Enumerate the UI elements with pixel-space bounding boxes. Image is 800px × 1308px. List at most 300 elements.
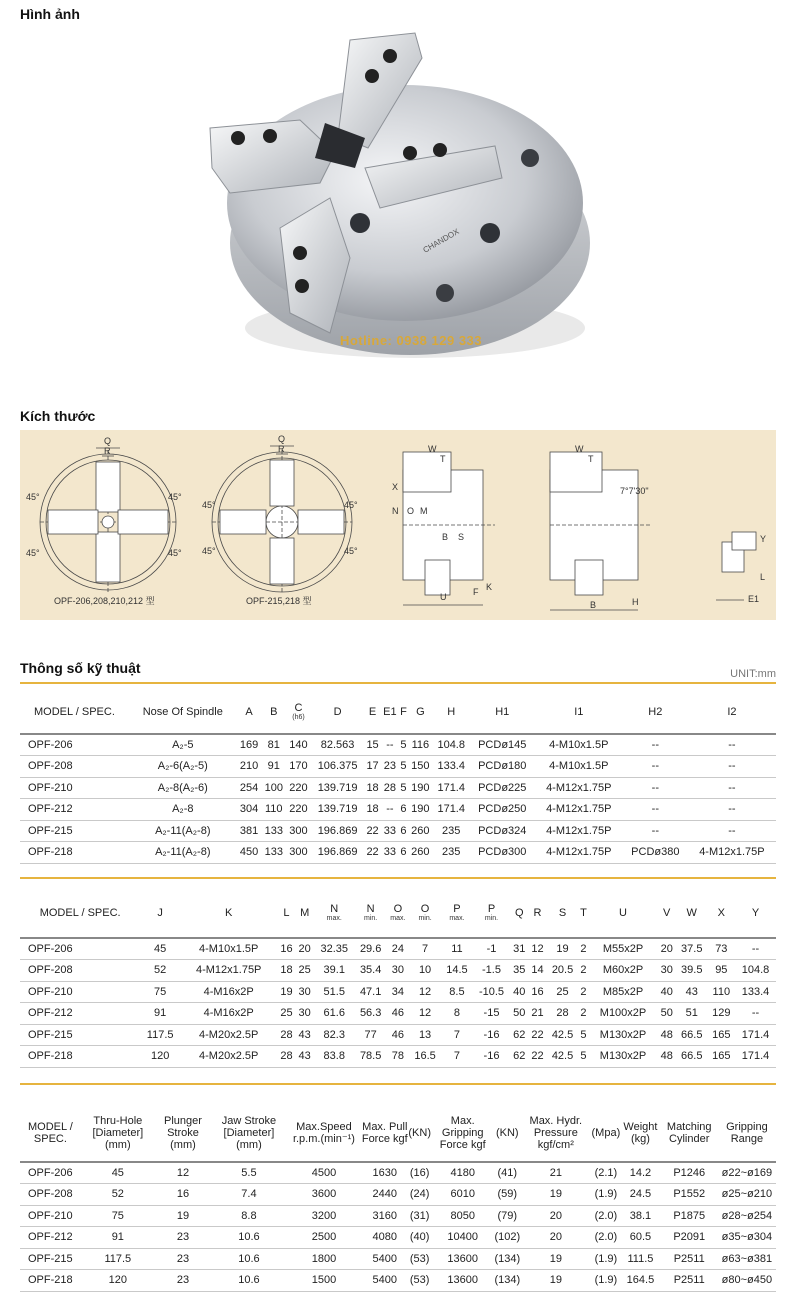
table-cell: M100x2P	[588, 1003, 657, 1025]
table-cell: 3160	[361, 1205, 408, 1227]
table-cell: A₂-5	[129, 734, 237, 756]
table-cell: 23	[155, 1248, 211, 1270]
table-cell: 18	[364, 799, 380, 821]
table-cell: 10	[409, 960, 441, 982]
table-cell: (53)	[408, 1270, 431, 1292]
table-row	[20, 1162, 776, 1184]
table-cell: 21	[520, 1162, 591, 1184]
model-cell: OPF-215	[20, 1248, 81, 1270]
table-cell: 260	[408, 820, 433, 842]
table-cell: 62	[510, 1046, 528, 1068]
model-cell: OPF-208	[20, 960, 140, 982]
table-cell: 14.5	[441, 960, 473, 982]
dimension-drawings	[20, 430, 776, 620]
table-cell: M85x2P	[588, 981, 657, 1003]
dim-letter: W	[428, 444, 437, 454]
table-cell: 196.869	[311, 820, 365, 842]
model-cell: OPF-212	[20, 1003, 140, 1025]
technical-drawing	[20, 430, 776, 620]
table-cell: 16	[155, 1184, 211, 1206]
table-row	[20, 1270, 776, 1292]
table-cell: 33	[381, 820, 399, 842]
table-cell: 20	[520, 1227, 591, 1249]
table-cell: -10.5	[473, 981, 510, 1003]
table-divider	[20, 877, 776, 879]
table-cell: 5	[578, 1046, 588, 1068]
model-cell: OPF-210	[20, 981, 140, 1003]
dim-letter: U	[440, 592, 447, 602]
table-cell: 1500	[287, 1270, 361, 1292]
table-cell: PCDø380	[623, 842, 688, 864]
table-cell: PCDø300	[470, 842, 535, 864]
dim-letter: Y	[760, 534, 767, 544]
table-cell: 4-M10x1.5P	[535, 734, 623, 756]
spec-table-performance	[20, 1104, 776, 1292]
table-cell: (2.0)	[592, 1205, 621, 1227]
column-header: E1	[381, 690, 399, 734]
table-cell: 60.5	[620, 1227, 660, 1249]
table-cell: 52	[140, 960, 180, 982]
column-header: L	[277, 888, 295, 938]
table-cell: 16	[277, 938, 295, 960]
table-cell: 37.5	[676, 938, 708, 960]
column-header: Matching Cylinder	[661, 1104, 718, 1162]
table-cell: 150	[408, 756, 433, 778]
table-cell: 12	[528, 938, 546, 960]
table-cell: 4-M12x1.75P	[535, 777, 623, 799]
table-cell: 14.2	[620, 1162, 660, 1184]
table-cell: 4-M12x1.75P	[180, 960, 277, 982]
table-cell: 7	[441, 1024, 473, 1046]
table-cell: --	[735, 938, 776, 960]
column-header: O min.	[409, 888, 441, 938]
table-cell: PCDø225	[470, 777, 535, 799]
table-cell: 4-M20x2.5P	[180, 1024, 277, 1046]
table-cell: (1.9)	[592, 1270, 621, 1292]
table-cell: 25	[547, 981, 579, 1003]
table-cell: 30	[296, 981, 314, 1003]
table-cell: 139.719	[311, 799, 365, 821]
table-cell: 140	[286, 734, 311, 756]
model-cell: OPF-218	[20, 1270, 81, 1292]
table-cell: (31)	[408, 1205, 431, 1227]
table-cell: 171.4	[735, 1046, 776, 1068]
table-cell: --	[688, 756, 776, 778]
table-row	[20, 1003, 776, 1025]
table-cell: --	[623, 734, 688, 756]
column-header: J	[140, 888, 180, 938]
table-divider	[20, 682, 776, 684]
table-cell: 171.4	[433, 777, 470, 799]
table-cell: 30	[658, 960, 676, 982]
chuck-photo	[190, 28, 630, 378]
table-row	[20, 1046, 776, 1068]
angle-label: 45°	[168, 492, 182, 502]
table-cell: 8.5	[441, 981, 473, 1003]
column-header: D	[311, 690, 365, 734]
table-cell: 18	[277, 960, 295, 982]
dim-letter: T	[440, 454, 446, 464]
table-cell: --	[688, 799, 776, 821]
table-cell: 196.869	[311, 842, 365, 864]
table-cell: 23	[155, 1227, 211, 1249]
model-cell: OPF-218	[20, 842, 129, 864]
table-cell: 12	[409, 981, 441, 1003]
table-cell: P2511	[661, 1248, 718, 1270]
table-cell: 22	[528, 1024, 546, 1046]
column-header: MODEL / SPEC.	[20, 1104, 81, 1162]
table-cell: 39.5	[676, 960, 708, 982]
table-cell: 24.5	[620, 1184, 660, 1206]
table-cell: 4-M12x1.75P	[535, 820, 623, 842]
table-cell: 164.5	[620, 1270, 660, 1292]
table-cell: 77	[355, 1024, 387, 1046]
table-cell: PCDø250	[470, 799, 535, 821]
table-cell: 304	[237, 799, 262, 821]
table-cell: 4-M10x1.5P	[535, 756, 623, 778]
table-cell: (1.9)	[592, 1184, 621, 1206]
table-cell: P1552	[661, 1184, 718, 1206]
table-cell: --	[623, 799, 688, 821]
table-cell: 24	[387, 938, 410, 960]
table-cell: 13600	[431, 1270, 494, 1292]
column-header: (Mpa)	[592, 1104, 621, 1162]
table-cell: 5.5	[211, 1162, 287, 1184]
table-cell: 48	[658, 1046, 676, 1068]
table-row	[20, 1024, 776, 1046]
table-cell: 4-M16x2P	[180, 1003, 277, 1025]
table-cell: 4180	[431, 1162, 494, 1184]
table-cell: 260	[408, 842, 433, 864]
angle-label: 45°	[344, 500, 358, 510]
table-cell: 78	[387, 1046, 410, 1068]
table-cell: 3600	[287, 1184, 361, 1206]
table-cell: 43	[296, 1046, 314, 1068]
table-cell: 4-M12x1.75P	[688, 842, 776, 864]
table-cell: 43	[296, 1024, 314, 1046]
table-cell: 22	[528, 1046, 546, 1068]
column-header: X	[708, 888, 735, 938]
model-cell: OPF-210	[20, 1205, 81, 1227]
table-cell: PCDø180	[470, 756, 535, 778]
table-cell: (2.1)	[592, 1162, 621, 1184]
table-cell: 82.3	[314, 1024, 355, 1046]
table-cell: ø80~ø450	[718, 1270, 776, 1292]
table-cell: M130x2P	[588, 1046, 657, 1068]
table-cell: 23	[155, 1270, 211, 1292]
column-header: A	[237, 690, 262, 734]
column-header: H1	[470, 690, 535, 734]
table-cell: 169	[237, 734, 262, 756]
table-cell: 6010	[431, 1184, 494, 1206]
table-cell: 120	[81, 1270, 155, 1292]
table-cell: --	[688, 820, 776, 842]
drawing-caption: OPF-206,208,210,212 型	[54, 596, 155, 606]
column-header: Max.Speed r.p.m.(min⁻¹)	[287, 1104, 361, 1162]
table-cell: 106.375	[311, 756, 365, 778]
taper-angle-label: 7°7'30"	[620, 486, 649, 496]
table-row	[20, 1227, 776, 1249]
table-cell: 100	[261, 777, 286, 799]
column-header: V	[658, 888, 676, 938]
table-cell: -1	[473, 938, 510, 960]
table-cell: 47.1	[355, 981, 387, 1003]
table-row	[20, 799, 776, 821]
table-cell: --	[735, 1003, 776, 1025]
table-cell: 19	[520, 1184, 591, 1206]
table-cell: 6	[399, 799, 408, 821]
table-cell: P1246	[661, 1162, 718, 1184]
dim-letter: R	[278, 444, 285, 454]
table-cell: 110	[261, 799, 286, 821]
table-cell: 13600	[431, 1248, 494, 1270]
section-title-dimensions: Kích thước	[20, 408, 96, 424]
model-cell: OPF-208	[20, 1184, 81, 1206]
table-cell: 75	[140, 981, 180, 1003]
dim-letter: K	[486, 582, 493, 592]
table-cell: 20	[296, 938, 314, 960]
table-cell: 170	[286, 756, 311, 778]
table-cell: 7	[441, 1046, 473, 1068]
table-cell: 5	[399, 734, 408, 756]
column-header: I1	[535, 690, 623, 734]
model-cell: OPF-208	[20, 756, 129, 778]
table-cell: 19	[520, 1248, 591, 1270]
model-cell: OPF-218	[20, 1046, 140, 1068]
table-cell: 165	[708, 1046, 735, 1068]
table-cell: 52	[81, 1184, 155, 1206]
brand-engraving: CHANDOX	[421, 226, 461, 255]
column-header: U	[588, 888, 657, 938]
table-cell: 12	[409, 1003, 441, 1025]
table-cell: 7	[409, 938, 441, 960]
table-cell: 20	[658, 938, 676, 960]
table-cell: 235	[433, 820, 470, 842]
dim-letter: F	[473, 587, 479, 597]
column-header: C (h6)	[286, 690, 311, 734]
table-cell: (79)	[494, 1205, 520, 1227]
table-cell: 91	[140, 1003, 180, 1025]
table-cell: 19	[277, 981, 295, 1003]
table-row	[20, 820, 776, 842]
table-cell: (24)	[408, 1184, 431, 1206]
table-row	[20, 938, 776, 960]
hotline-watermark: Hotline: 0938 129 333	[340, 333, 483, 348]
column-header: H2	[623, 690, 688, 734]
column-header: (KN)	[408, 1104, 431, 1162]
column-header: Max. Hydr. Pressure kgf/cm²	[520, 1104, 591, 1162]
column-header: Max. Pull Force kgf	[361, 1104, 408, 1162]
table-cell: 190	[408, 777, 433, 799]
column-header: K	[180, 888, 277, 938]
angle-label: 45°	[26, 492, 40, 502]
table-cell: P2511	[661, 1270, 718, 1292]
table-cell: 8.8	[211, 1205, 287, 1227]
table-cell: 78.5	[355, 1046, 387, 1068]
column-header: M	[296, 888, 314, 938]
table-cell: 66.5	[676, 1024, 708, 1046]
column-header: MODEL / SPEC.	[20, 690, 129, 734]
table-cell: M55x2P	[588, 938, 657, 960]
column-header: N min.	[355, 888, 387, 938]
dim-letter: B	[442, 532, 449, 542]
table-cell: (53)	[408, 1248, 431, 1270]
table-cell: 120	[140, 1046, 180, 1068]
table-cell: 2440	[361, 1184, 408, 1206]
table-cell: (102)	[494, 1227, 520, 1249]
table-cell: 29.6	[355, 938, 387, 960]
table-cell: A₂-11(A₂-8)	[129, 842, 237, 864]
table-cell: 45	[81, 1162, 155, 1184]
table-row	[20, 777, 776, 799]
table-cell: 28	[381, 777, 399, 799]
table-cell: 8050	[431, 1205, 494, 1227]
table-cell: 129	[708, 1003, 735, 1025]
dim-letter: L	[760, 572, 766, 582]
table-cell: 38.1	[620, 1205, 660, 1227]
table-cell: 117.5	[81, 1248, 155, 1270]
table-cell: 4-M12x1.75P	[535, 799, 623, 821]
table-cell: 12	[155, 1162, 211, 1184]
table-cell: 30	[387, 960, 410, 982]
table-cell: --	[381, 734, 399, 756]
table-cell: 116	[408, 734, 433, 756]
column-header: S	[547, 888, 579, 938]
unit-label: UNIT:mm	[730, 668, 776, 680]
table-cell: 18	[364, 777, 380, 799]
table-cell: 220	[286, 777, 311, 799]
table-cell: --	[623, 820, 688, 842]
table-cell: 111.5	[620, 1248, 660, 1270]
table-cell: M60x2P	[588, 960, 657, 982]
angle-label: 45°	[344, 546, 358, 556]
dim-letter: Q	[104, 436, 112, 446]
table-cell: 66.5	[676, 1046, 708, 1068]
table-row	[20, 1184, 776, 1206]
table-row	[20, 981, 776, 1003]
table-cell: 17	[364, 756, 380, 778]
table-cell: 6	[399, 820, 408, 842]
table-cell: 110	[708, 981, 735, 1003]
table-cell: 133.4	[735, 981, 776, 1003]
table-row	[20, 1248, 776, 1270]
table-cell: --	[623, 756, 688, 778]
table-cell: P1875	[661, 1205, 718, 1227]
column-header: W	[676, 888, 708, 938]
table-cell: 117.5	[140, 1024, 180, 1046]
model-cell: OPF-210	[20, 777, 129, 799]
table-cell: 235	[433, 842, 470, 864]
table-cell: 91	[261, 756, 286, 778]
column-header: R	[528, 888, 546, 938]
table-cell: 171.4	[735, 1024, 776, 1046]
table-cell: 210	[237, 756, 262, 778]
table-cell: 10.6	[211, 1248, 287, 1270]
table-cell: 4-M10x1.5P	[180, 938, 277, 960]
dim-letter: W	[575, 444, 584, 454]
table-cell: 5	[578, 1024, 588, 1046]
table-cell: 5	[399, 777, 408, 799]
table-cell: 40	[510, 981, 528, 1003]
angle-label: 45°	[26, 548, 40, 558]
table-cell: (134)	[494, 1248, 520, 1270]
table-cell: 91	[81, 1227, 155, 1249]
column-header: O max.	[387, 888, 410, 938]
model-cell: OPF-206	[20, 938, 140, 960]
table-cell: 300	[286, 820, 311, 842]
column-header: P min.	[473, 888, 510, 938]
table-cell: ø22~ø169	[718, 1162, 776, 1184]
table-cell: -16	[473, 1024, 510, 1046]
table-cell: 40	[658, 981, 676, 1003]
dim-letter: E1	[748, 594, 760, 604]
table-cell: 46	[387, 1003, 410, 1025]
table-cell: 4500	[287, 1162, 361, 1184]
table-cell: A₂-8	[129, 799, 237, 821]
column-header: B	[261, 690, 286, 734]
table-cell: 48	[658, 1024, 676, 1046]
model-cell: OPF-212	[20, 799, 129, 821]
column-header: P max.	[441, 888, 473, 938]
table-cell: 165	[708, 1024, 735, 1046]
column-header: T	[578, 888, 588, 938]
table-cell: 21	[528, 1003, 546, 1025]
table-row	[20, 842, 776, 864]
table-cell: 104.8	[433, 734, 470, 756]
table-cell: 83.8	[314, 1046, 355, 1068]
table-cell: 28	[277, 1024, 295, 1046]
table-cell: 11	[441, 938, 473, 960]
table-cell: 190	[408, 799, 433, 821]
section-title-image: Hình ảnh	[20, 6, 80, 22]
table-cell: 2	[578, 960, 588, 982]
table-cell: (41)	[494, 1162, 520, 1184]
table-cell: ø35~ø304	[718, 1227, 776, 1249]
table-cell: 20	[520, 1205, 591, 1227]
spec-table-dimensions-1	[20, 690, 776, 864]
table-cell: PCDø324	[470, 820, 535, 842]
table-row	[20, 734, 776, 756]
column-header: Q	[510, 888, 528, 938]
model-cell: OPF-215	[20, 1024, 140, 1046]
table-cell: (59)	[494, 1184, 520, 1206]
model-cell: OPF-215	[20, 820, 129, 842]
table-cell: 300	[286, 842, 311, 864]
table-cell: 25	[296, 960, 314, 982]
table-cell: 46	[387, 1024, 410, 1046]
table-cell: 95	[708, 960, 735, 982]
table-cell: P2091	[661, 1227, 718, 1249]
table-cell: 139.719	[311, 777, 365, 799]
table-cell: (16)	[408, 1162, 431, 1184]
table-cell: 450	[237, 842, 262, 864]
chuck-illustration	[190, 28, 630, 378]
table-cell: A₂-8(A₂-6)	[129, 777, 237, 799]
table-cell: 20.5	[547, 960, 579, 982]
table-cell: 35	[510, 960, 528, 982]
table-cell: 15	[364, 734, 380, 756]
table-cell: 13	[409, 1024, 441, 1046]
table-cell: 10.6	[211, 1227, 287, 1249]
table-cell: 6	[399, 842, 408, 864]
table-cell: --	[623, 777, 688, 799]
column-header: MODEL / SPEC.	[20, 888, 140, 938]
table-cell: 1630	[361, 1162, 408, 1184]
model-cell: OPF-212	[20, 1227, 81, 1249]
table-cell: 61.6	[314, 1003, 355, 1025]
table-cell: -1.5	[473, 960, 510, 982]
table-cell: 32.35	[314, 938, 355, 960]
